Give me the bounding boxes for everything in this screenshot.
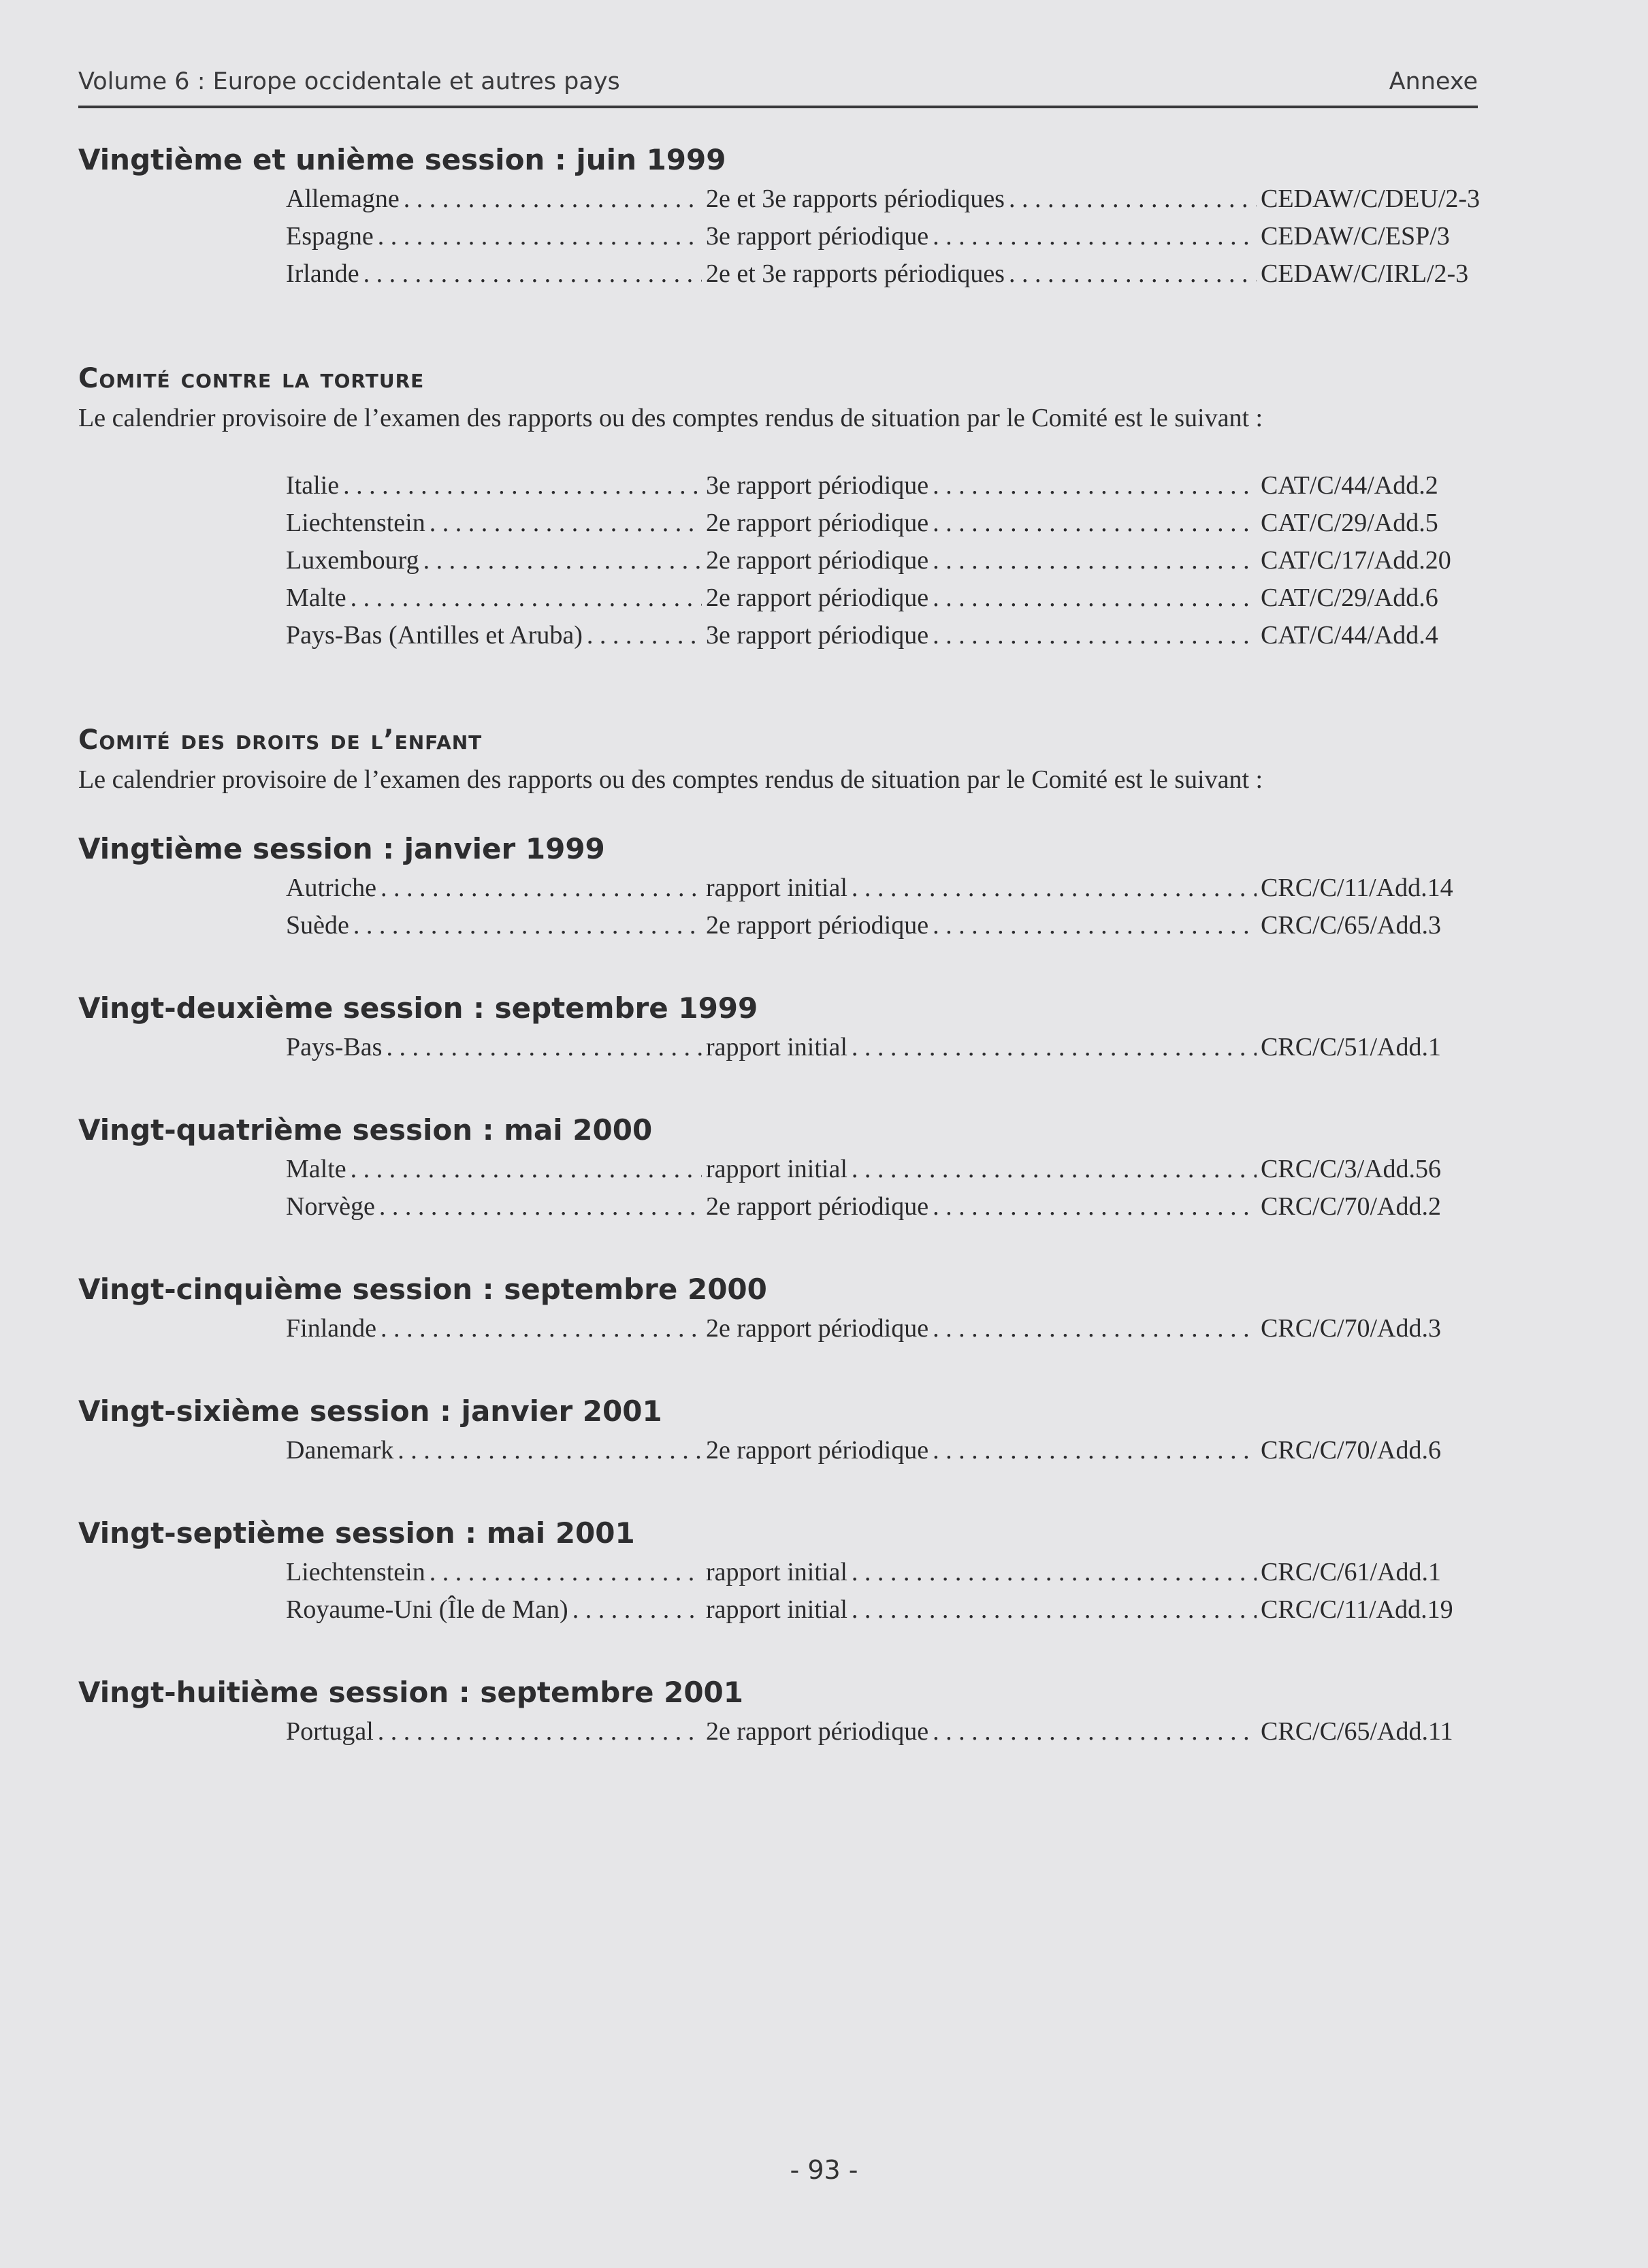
country-name: Italie [286, 471, 340, 500]
report-type: 2e rapport périodique [706, 546, 929, 575]
cat-intro: Le calendrier provisoire de l’examen des rapports ou des comptes rendus de situation par le Comité est le suivant : [78, 404, 1263, 432]
leader-dots [852, 1029, 1257, 1066]
leader-dots [351, 579, 702, 617]
country-name: Luxembourg [286, 546, 419, 575]
crc-session-title: Vingt-septième session : mai 2001 [78, 1516, 635, 1550]
report-row [286, 1029, 1521, 1066]
report-type: 2e rapport périodique [706, 509, 929, 537]
document-symbol: CRC/C/51/Add.1 [1261, 1033, 1441, 1061]
header-section-label: Annexe [1389, 68, 1478, 95]
country-name: Autriche [286, 874, 376, 902]
country-name: Allemagne [286, 185, 400, 213]
country-name: Malte [286, 1155, 346, 1183]
leader-dots [933, 218, 1257, 255]
leader-dots [587, 617, 702, 654]
leader-dots [430, 1554, 702, 1591]
report-type: 2e rapport périodique [706, 1717, 929, 1746]
document-symbol: CRC/C/65/Add.11 [1261, 1717, 1453, 1746]
country-name: Norvège [286, 1192, 375, 1221]
leader-dots [933, 542, 1257, 579]
crc-intro: Le calendrier provisoire de l’examen des rapports ou des comptes rendus de situation par le Comité est le suivant : [78, 765, 1263, 794]
main-content [78, 140, 1508, 1751]
crc-session-title: Vingtième session : janvier 1999 [78, 832, 605, 865]
cat-committee-title: Comité contre la torture [78, 363, 425, 394]
crc-session-title: Vingt-cinquième session : septembre 2000 [78, 1273, 767, 1306]
leader-dots [1009, 180, 1257, 218]
report-type: rapport initial [706, 1558, 847, 1586]
leader-dots [386, 1029, 702, 1066]
leader-dots [933, 1432, 1257, 1469]
cedaw-session-title: Vingtième et unième session : juin 1999 [78, 143, 726, 176]
country-name: Espagne [286, 222, 374, 251]
report-row [286, 579, 1521, 617]
report-type: 3e rapport périodique [706, 471, 929, 500]
cat-report-list [286, 467, 1521, 654]
document-symbol: CAT/C/29/Add.5 [1261, 509, 1438, 537]
crc-session-title: Vingt-huitième session : septembre 2001 [78, 1676, 743, 1709]
document-symbol: CEDAW/C/IRL/2-3 [1261, 259, 1469, 288]
leader-dots [404, 180, 702, 218]
leader-dots [933, 579, 1257, 617]
document-symbol: CRC/C/65/Add.3 [1261, 911, 1441, 940]
crc-report-list [286, 1432, 1521, 1469]
leader-dots [398, 1432, 702, 1469]
leader-dots [852, 1554, 1257, 1591]
leader-dots [1009, 255, 1257, 293]
leader-dots [933, 1713, 1257, 1751]
country-name: Pays-Bas (Antilles et Aruba) [286, 621, 583, 650]
report-row [286, 1432, 1521, 1469]
leader-dots [343, 467, 702, 505]
crc-session-title: Vingt-quatrième session : mai 2000 [78, 1113, 653, 1147]
leader-dots [852, 869, 1257, 907]
report-type: rapport initial [706, 1155, 847, 1183]
report-row [286, 1554, 1521, 1591]
leader-dots [933, 1310, 1257, 1347]
document-symbol: CEDAW/C/ESP/3 [1261, 222, 1450, 251]
document-symbol: CAT/C/44/Add.4 [1261, 621, 1438, 650]
leader-dots [933, 467, 1257, 505]
running-header [78, 68, 1478, 95]
crc-session-title: Vingt-deuxième session : septembre 1999 [78, 991, 758, 1025]
report-row [286, 505, 1521, 542]
report-type: rapport initial [706, 874, 847, 902]
report-type: 2e rapport périodique [706, 1314, 929, 1343]
leader-dots [852, 1151, 1257, 1188]
report-row [286, 907, 1521, 944]
country-name: Danemark [286, 1436, 394, 1465]
leader-dots [933, 907, 1257, 944]
leader-dots [381, 869, 702, 907]
country-name: Suède [286, 911, 349, 940]
leader-dots [353, 907, 702, 944]
leader-dots [378, 218, 702, 255]
report-row [286, 869, 1521, 907]
page-number: - 93 - [790, 2155, 858, 2185]
document-symbol: CRC/C/61/Add.1 [1261, 1558, 1441, 1586]
crc-report-list [286, 1713, 1521, 1751]
report-type: 3e rapport périodique [706, 621, 929, 650]
crc-report-list [286, 1151, 1521, 1226]
crc-report-list [286, 1029, 1521, 1066]
report-row [286, 467, 1521, 505]
report-type: 3e rapport périodique [706, 222, 929, 251]
report-row [286, 617, 1521, 654]
leader-dots [423, 542, 702, 579]
country-name: Liechtenstein [286, 1558, 425, 1586]
document-symbol: CAT/C/17/Add.20 [1261, 546, 1451, 575]
crc-session-title: Vingt-sixième session : janvier 2001 [78, 1394, 662, 1428]
report-type: rapport initial [706, 1033, 847, 1061]
document-symbol: CRC/C/70/Add.6 [1261, 1436, 1441, 1465]
leader-dots [933, 617, 1257, 654]
country-name: Finlande [286, 1314, 376, 1343]
leader-dots [351, 1151, 702, 1188]
report-type: rapport initial [706, 1595, 847, 1624]
document-symbol: CRC/C/11/Add.19 [1261, 1595, 1453, 1624]
report-row [286, 218, 1521, 255]
header-volume-title: Volume 6 : Europe occidentale et autres pays [78, 68, 620, 95]
report-type: 2e rapport périodique [706, 1436, 929, 1465]
country-name: Irlande [286, 259, 359, 288]
report-type: 2e rapport périodique [706, 911, 929, 940]
document-symbol: CRC/C/11/Add.14 [1261, 874, 1453, 902]
country-name: Liechtenstein [286, 509, 425, 537]
report-row [286, 1713, 1521, 1751]
report-type: 2e et 3e rapports périodiques [706, 185, 1005, 213]
leader-dots [378, 1713, 702, 1751]
report-row [286, 1151, 1521, 1188]
report-row [286, 1310, 1521, 1347]
report-type: 2e et 3e rapports périodiques [706, 259, 1005, 288]
country-name: Malte [286, 584, 346, 612]
header-rule [78, 106, 1478, 108]
crc-committee-title: Comité des droits de l’enfant [78, 724, 483, 756]
document-symbol: CAT/C/44/Add.2 [1261, 471, 1438, 500]
crc-report-list [286, 1554, 1521, 1629]
leader-dots [933, 505, 1257, 542]
report-type: 2e rapport périodique [706, 1192, 929, 1221]
document-symbol: CEDAW/C/DEU/2-3 [1261, 185, 1481, 213]
document-symbol: CAT/C/29/Add.6 [1261, 584, 1438, 612]
leader-dots [572, 1591, 702, 1629]
leader-dots [933, 1188, 1257, 1226]
report-type: 2e rapport périodique [706, 584, 929, 612]
leader-dots [381, 1310, 702, 1347]
leader-dots [363, 255, 702, 293]
country-name: Pays-Bas [286, 1033, 383, 1061]
cedaw-report-list [286, 180, 1521, 293]
document-symbol: CRC/C/70/Add.2 [1261, 1192, 1441, 1221]
report-row [286, 1591, 1521, 1629]
leader-dots [379, 1188, 702, 1226]
report-row [286, 1188, 1521, 1226]
document-symbol: CRC/C/70/Add.3 [1261, 1314, 1441, 1343]
country-name: Portugal [286, 1717, 374, 1746]
report-row [286, 180, 1521, 218]
leader-dots [852, 1591, 1257, 1629]
report-row [286, 255, 1521, 293]
document-symbol: CRC/C/3/Add.56 [1261, 1155, 1441, 1183]
crc-report-list [286, 869, 1521, 944]
leader-dots [430, 505, 702, 542]
report-row [286, 542, 1521, 579]
crc-report-list [286, 1310, 1521, 1347]
country-name: Royaume-Uni (Île de Man) [286, 1595, 568, 1624]
